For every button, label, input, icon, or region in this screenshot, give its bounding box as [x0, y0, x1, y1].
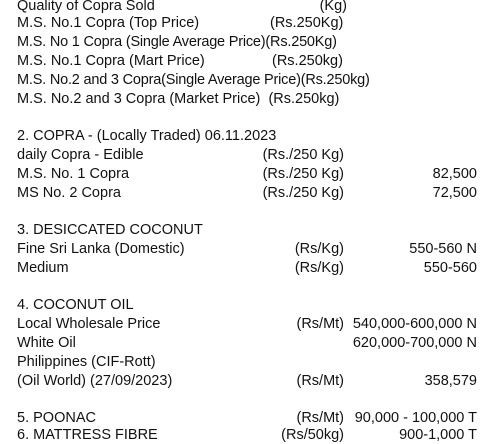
section1-line-3-label: M.S. No.1 Copra (Mart Price): [17, 53, 205, 69]
section1-line-1-label: M.S. No.1 Copra (Top Price): [17, 15, 200, 31]
section4-row-1-value: 540,000-600,000 N: [352, 316, 477, 332]
section1-line-2: [17, 33, 337, 51]
section1-line-2-unit: (Rs.250Kg): [265, 34, 337, 50]
section3-row-1-unit: (Rs/Kg): [294, 241, 344, 257]
section3-row-2-label: Medium: [17, 260, 69, 276]
section1-header-label: Quality of Copra Sold: [17, 0, 155, 14]
section6-row: [17, 426, 477, 444]
section4-heading: 4. COCONUT OIL: [17, 297, 134, 313]
section2-row-3-value: 72,500: [432, 185, 477, 201]
section5-unit: (Rs/Mt): [296, 410, 344, 426]
section3-heading: 3. DESICCATED COCONUT: [17, 222, 203, 238]
section2-row-3-unit: (Rs./250 Kg): [262, 185, 344, 201]
section4-row-1-unit: (Rs/Mt): [296, 316, 344, 332]
section2-row-1-unit: (Rs./250 Kg): [262, 147, 344, 163]
section3-row-2: [17, 259, 477, 277]
section4-row-4-unit: (Rs/Mt): [296, 373, 344, 389]
section3-row-1-label: Fine Sri Lanka (Domestic): [17, 241, 185, 257]
section2-heading: 2. COPRA - (Locally Traded) 06.11.2023: [17, 128, 277, 144]
section5-value: 90,000 - 100,000 T: [354, 410, 477, 426]
section3-row-1: [17, 240, 477, 258]
section1-line-5-label: M.S. No.2 and 3 Copra (Market Price): [17, 91, 261, 107]
section4-row-2-value: 620,000-700,000 N: [352, 335, 477, 351]
section4-row-3-label: Philippines (CIF-Rott): [17, 354, 156, 370]
section3-row-1-value: 550-560 N: [409, 241, 477, 257]
section2-row-2-label: M.S. No. 1 Copra: [17, 166, 130, 182]
section4-row-3: [17, 353, 477, 371]
section4-row-2-label: White Oil: [17, 335, 76, 351]
section1-line-4-unit: (Rs.250kg): [300, 72, 370, 88]
section1-header-row: [17, 0, 477, 15]
section4-row-1-label: Local Wholesale Price: [17, 316, 161, 332]
section1-line-3-unit: (Rs.250kg): [272, 53, 343, 69]
section2-row-2-value: 82,500: [432, 166, 477, 182]
section6-unit: (Rs/50kg): [281, 427, 344, 443]
section6-label: 6. MATTRESS FIBRE: [17, 427, 158, 443]
section1-line-1: [17, 14, 344, 32]
section2-row-3-label: MS No. 2 Copra: [17, 185, 121, 201]
section1-header-unit: (Kg): [319, 0, 347, 14]
section4-row-4-value: 358,579: [424, 373, 477, 389]
section3-row-2-unit: (Rs/Kg): [294, 260, 344, 276]
section1-line-2-label: M.S. No 1 Copra (Single Average Price): [17, 34, 266, 50]
section6-value: 900-1,000 T: [399, 427, 477, 443]
section1-line-1-unit: (Rs.250Kg): [270, 15, 344, 31]
section4-row-1: [17, 315, 477, 333]
section3-row-2-value: 550-560: [423, 260, 477, 276]
section4-row-4-label: (Oil World) (27/09/2023): [17, 373, 173, 389]
section2-row-2: [17, 165, 477, 183]
section1-line-5-unit: (Rs.250kg): [268, 91, 340, 107]
section2-row-1-label: daily Copra - Edible: [17, 147, 144, 163]
section1-line-5: [17, 90, 339, 108]
section1-line-4: [17, 71, 370, 89]
section1-line-4-label: M.S. No.2 and 3 Copra(Single Average Price): [17, 72, 301, 88]
section2-row-2-unit: (Rs./250 Kg): [262, 166, 344, 182]
section4-row-4: [17, 372, 477, 390]
section5-heading: 5. POONAC: [17, 410, 96, 426]
section5-row: [17, 409, 477, 427]
section4-row-2: [17, 334, 477, 352]
section2-row-1: [17, 146, 477, 164]
section1-line-3: [17, 52, 343, 70]
section2-row-3: [17, 184, 477, 202]
